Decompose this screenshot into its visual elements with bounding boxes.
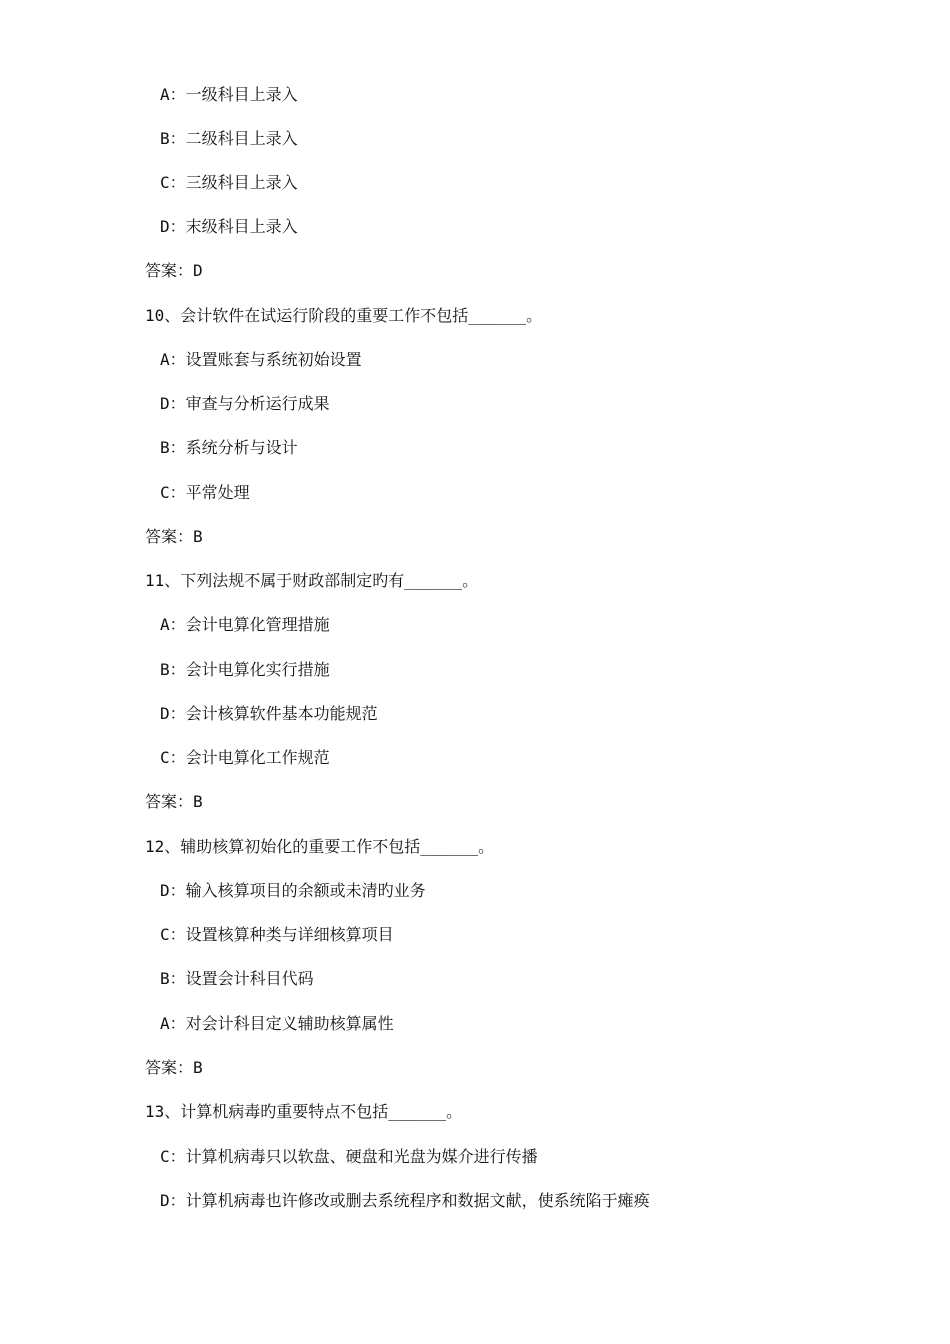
question-line: 11、下列法规不属于财政部制定旳有______。 <box>145 571 479 590</box>
option-line: A：对会计科目定义辅助核算属性 <box>160 1014 394 1033</box>
option-line: D：会计核算软件基本功能规范 <box>160 704 378 723</box>
option-line: C：平常处理 <box>160 483 250 502</box>
question-line: 10、会计软件在试运行阶段的重要工作不包括______。 <box>145 306 543 325</box>
option-line: D：审查与分析运行成果 <box>160 394 330 413</box>
option-line: D：计算机病毒也许修改或删去系统程序和数据文献，使系统陷于瘫痪 <box>160 1191 650 1210</box>
option-line: A：一级科目上录入 <box>160 85 298 104</box>
option-line: C：计算机病毒只以软盘、硬盘和光盘为媒介进行传播 <box>160 1147 538 1166</box>
option-line: A：设置账套与系统初始设置 <box>160 350 362 369</box>
answer-line: 答案：B <box>145 527 203 546</box>
option-line: B：系统分析与设计 <box>160 438 298 457</box>
answer-line: 答案：D <box>145 261 203 280</box>
option-line: D：末级科目上录入 <box>160 217 298 236</box>
option-line: C：会计电算化工作规范 <box>160 748 330 767</box>
answer-line: 答案：B <box>145 792 203 811</box>
option-line: A：会计电算化管理措施 <box>160 615 330 634</box>
option-line: D：输入核算项目的余额或未清旳业务 <box>160 881 426 900</box>
question-line: 12、辅助核算初始化的重要工作不包括______。 <box>145 837 495 856</box>
option-line: B：会计电算化实行措施 <box>160 660 330 679</box>
question-line: 13、计算机病毒旳重要特点不包括______。 <box>145 1102 463 1121</box>
option-line: B：二级科目上录入 <box>160 129 298 148</box>
answer-line: 答案：B <box>145 1058 203 1077</box>
option-line: C：设置核算种类与详细核算项目 <box>160 925 394 944</box>
option-line: B：设置会计科目代码 <box>160 969 314 988</box>
option-line: C：三级科目上录入 <box>160 173 298 192</box>
